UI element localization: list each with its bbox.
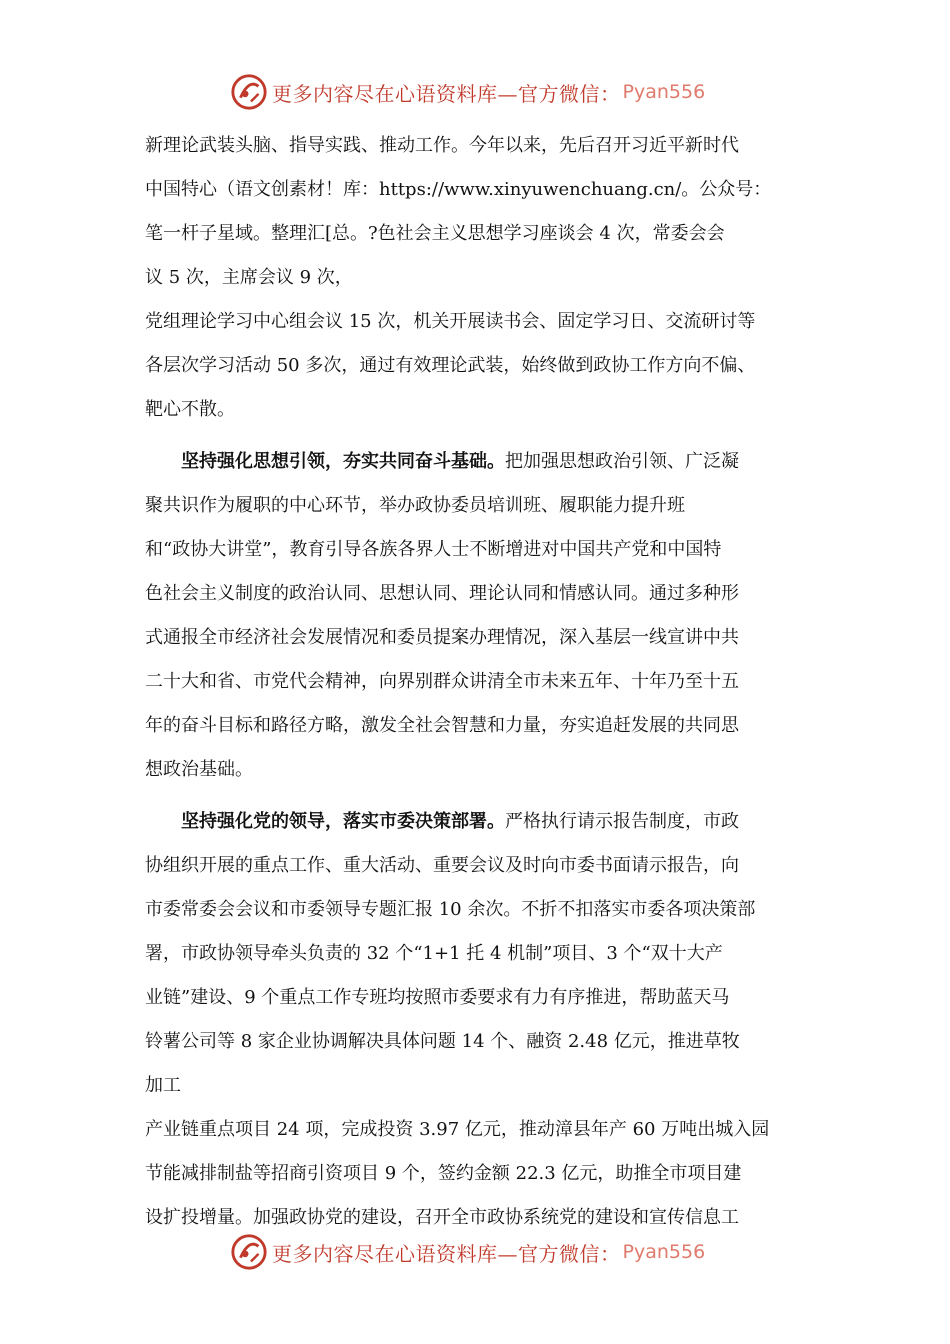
para2-line: 式通报全市经济社会发展情况和委员提案办理情况，深入基层一线宣讲中共 <box>145 627 739 648</box>
para3-line: 加工 <box>145 1075 181 1096</box>
footer-wechat-id: Pyan556 <box>622 1241 706 1263</box>
para3-line: 铃薯公司等 8 家企业协调解决具体问题 14 个、融资 2.48 亿元，推进草牧 <box>145 1031 740 1052</box>
para1-line: 各层次学习活动 50 多次，通过有效理论武装，始终做到政协工作方向不偏、 <box>145 355 756 376</box>
para3-line: 设扩投增量。加强政协党的建设，召开全市政协系统党的建设和宣传信息工 <box>145 1207 739 1228</box>
para1-line: 新理论武装头脑、指导实践、推动工作。今年以来，先后召开习近平新时代 <box>145 135 739 156</box>
footer-title: 更多内容尽在心语资料库—官方微信： <box>272 1241 621 1266</box>
document-body <box>145 124 815 1240</box>
para2-first-line <box>145 440 815 484</box>
para3-line: 署，市政协领导牵头负责的 32 个“1+1 托 4 机制”项目、3 个“双十大产 <box>145 943 723 964</box>
header-title: 更多内容尽在心语资料库—官方微信： <box>272 81 621 106</box>
para3-line: 产业链重点项目 24 项，完成投资 3.97 亿元，推动漳县年产 60 万吨出城入园 <box>145 1119 770 1140</box>
para3-heading: 坚持强化党的领导，落实市委决策部署。 <box>181 811 505 832</box>
logo-icon <box>230 1233 268 1271</box>
para2-first-rest: 把加强思想政治引领、广泛凝 <box>505 451 739 472</box>
para1-line: 议 5 次，主席会议 9 次， <box>145 267 353 288</box>
para2-line: 和“政协大讲堂”，教育引导各族各界人士不断增进对中国共产党和中国特 <box>145 539 722 560</box>
paragraph-3 <box>145 800 815 1240</box>
para1-line: 党组理论学习中心组会议 15 次，机关开展读书会、固定学习日、交流研讨等 <box>145 311 756 332</box>
logo-icon <box>230 73 268 111</box>
para3-line: 节能减排制盐等招商引资项目 9 个，签约金额 22.3 亿元，助推全市项目建 <box>145 1163 742 1184</box>
para3-line: 市委常委会会议和市委领导专题汇报 10 余次。不折不扣落实市委各项决策部 <box>145 899 756 920</box>
para1-line: 笔一杆子星域。整理汇[总。?色社会主义思想学习座谈会 4 次，常委会会 <box>145 223 725 244</box>
header-banner <box>230 72 730 112</box>
para1-line: 靶心不散。 <box>145 399 235 420</box>
para2-heading: 坚持强化思想引领，夯实共同奋斗基础。 <box>181 451 505 472</box>
para2-line: 聚共识作为履职的中心环节，举办政协委员培训班、履职能力提升班 <box>145 495 685 516</box>
para2-line: 二十大和省、市党代会精神，向界别群众讲清全市未来五年、十年乃至十五 <box>145 671 739 692</box>
para3-line: 业链”建设、9 个重点工作专班均按照市委要求有力有序推进，帮助蓝天马 <box>145 987 730 1008</box>
para2-line: 色社会主义制度的政治认同、思想认同、理论认同和情感认同。通过多种形 <box>145 583 739 604</box>
para3-line: 协组织开展的重点工作、重大活动、重要会议及时向市委书面请示报告，向 <box>145 855 739 876</box>
footer-banner <box>230 1232 730 1272</box>
para3-first-rest: 严格执行请示报告制度，市政 <box>505 811 739 832</box>
para2-line: 想政治基础。 <box>145 759 253 780</box>
header-wechat-id: Pyan556 <box>622 81 706 103</box>
para1-line: 中国特心（语文创素材！库：https://www.xinyuwenchuang.cn/。公众号： <box>145 179 772 200</box>
para3-first-line <box>145 800 815 844</box>
para2-line: 年的奋斗目标和路径方略，激发全社会智慧和力量，夯实追赶发展的共同思 <box>145 715 739 736</box>
paragraph-2 <box>145 440 815 792</box>
paragraph-1 <box>145 124 815 432</box>
